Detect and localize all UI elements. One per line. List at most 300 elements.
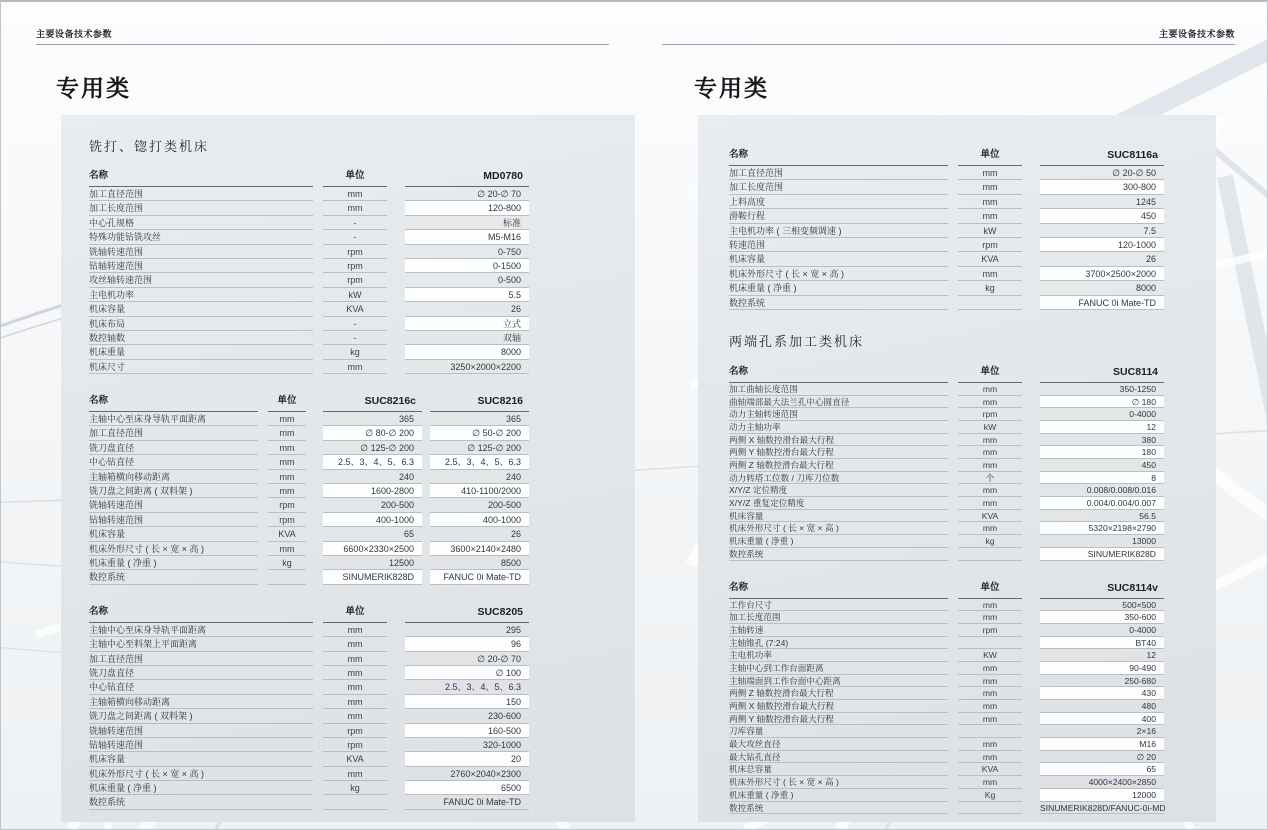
row-label: 加工曲轴长度范围 <box>729 383 948 396</box>
row-value: 3600×2140×2480 <box>430 542 529 556</box>
row-unit: KVA <box>268 527 306 541</box>
spec-table <box>729 145 1164 310</box>
spec-table <box>89 391 529 585</box>
table-row <box>89 216 529 230</box>
section-heading: 铣打、锪打类机床 <box>89 139 210 154</box>
row-label: 机床容量 <box>89 527 258 541</box>
row-label: 钻轴转速范围 <box>89 259 313 273</box>
row-label: 主轴中心至床身导轨平面距离 <box>89 623 313 637</box>
row-value: 8000 <box>405 345 529 359</box>
row-label: 机床容量 <box>729 252 948 266</box>
row-value: 400-1000 <box>430 513 529 527</box>
table-row <box>729 446 1164 459</box>
table-row <box>729 238 1164 252</box>
row-unit: mm <box>268 441 306 455</box>
column-header-unit: 单位 <box>323 602 387 623</box>
row-label: 主电机功率 ( 三相变频调速 ) <box>729 224 948 238</box>
row-value: 380 <box>1040 434 1164 447</box>
table-row <box>729 611 1164 624</box>
row-value: ∅ 125-∅ 200 <box>430 441 529 455</box>
row-label: 机床外形尺寸 ( 长 × 宽 × 高 ) <box>89 767 313 781</box>
column-header-name: 名称 <box>89 166 313 187</box>
row-unit: mm <box>958 776 1022 789</box>
model-name: SUC8116a <box>1040 145 1164 166</box>
row-value: ∅ 20-∅ 70 <box>405 652 529 666</box>
model-name: SUC8216 <box>430 391 529 412</box>
table-row <box>89 513 529 527</box>
row-value: 5320×2198×2790 <box>1040 522 1164 535</box>
row-label: X/Y/Z 定位精度 <box>729 484 948 497</box>
row-value: M5-M16 <box>405 230 529 244</box>
table-row <box>89 570 529 584</box>
row-label: 机床外形尺寸 ( 长 × 宽 × 高 ) <box>89 542 258 556</box>
column-header-unit: 单位 <box>323 166 387 187</box>
row-label: 机床外形尺寸 ( 长 × 宽 × 高 ) <box>729 522 948 535</box>
row-value: 320-1000 <box>405 738 529 752</box>
row-value: FANUC 0i Mate-TD <box>1040 296 1164 310</box>
row-label: 最大钻孔直径 <box>729 751 948 764</box>
row-label: 机床总容量 <box>729 763 948 776</box>
section-heading: 两端孔系加工类机床 <box>729 333 865 349</box>
page-header: 主要设备技术参数 <box>1158 29 1235 39</box>
row-label: 特殊功能钻铣攻丝 <box>89 230 313 244</box>
row-unit: rpm <box>268 498 306 512</box>
row-value: 0-4000 <box>1040 624 1164 637</box>
row-unit <box>958 296 1022 310</box>
row-label: 数控系统 <box>89 795 313 809</box>
model-name: SUC8205 <box>405 602 529 623</box>
row-label: 加工长度范围 <box>729 611 948 624</box>
row-value: 200-500 <box>430 498 529 512</box>
table-row <box>729 802 1164 815</box>
row-label: 铣轴转速范围 <box>89 245 313 259</box>
row-unit: mm <box>268 426 306 440</box>
row-unit: KVA <box>958 252 1022 266</box>
table-row <box>729 725 1164 738</box>
row-unit <box>958 548 1022 561</box>
row-label: 机床重量 ( 净重 ) <box>89 556 258 570</box>
row-value: FANUC 0i Mate-TD <box>405 795 529 809</box>
table-row <box>89 288 529 302</box>
table-row <box>89 795 529 809</box>
table-row <box>89 752 529 766</box>
table-row <box>729 763 1164 776</box>
table-row <box>89 470 529 484</box>
table-row <box>89 767 529 781</box>
row-value: ∅ 100 <box>405 666 529 680</box>
header-rule <box>36 44 609 45</box>
row-unit: rpm <box>268 513 306 527</box>
table-row <box>89 652 529 666</box>
page-right <box>635 2 1268 829</box>
row-unit: - <box>323 216 387 230</box>
table-row <box>89 273 529 287</box>
row-unit: mm <box>958 209 1022 223</box>
row-unit: mm <box>323 187 387 201</box>
row-unit: mm <box>268 484 306 498</box>
row-label: 上料高度 <box>729 195 948 209</box>
row-unit: kg <box>958 281 1022 295</box>
page-left <box>1 2 635 829</box>
row-value: 0.004/0.004/0.007 <box>1040 497 1164 510</box>
table-row <box>729 421 1164 434</box>
row-unit: 个 <box>958 472 1022 485</box>
table-row <box>729 209 1164 223</box>
table-row <box>89 441 529 455</box>
row-label: 最大攻丝直径 <box>729 738 948 751</box>
row-unit <box>958 725 1022 738</box>
table-row <box>729 675 1164 688</box>
row-label: 机床重量 ( 净重 ) <box>729 789 948 802</box>
row-label: 加工直径范围 <box>89 426 258 440</box>
table-row <box>729 281 1164 295</box>
row-value: 12000 <box>1040 789 1164 802</box>
row-value: 8000 <box>1040 281 1164 295</box>
table-row <box>89 245 529 259</box>
table-row <box>89 412 529 426</box>
table-row <box>89 709 529 723</box>
row-unit <box>268 570 306 584</box>
model-name: SUC8114 <box>1040 362 1164 383</box>
row-value: 26 <box>405 302 529 316</box>
row-label: 主轴转速 <box>729 624 948 637</box>
column-header-unit: 单位 <box>958 145 1022 166</box>
row-label: 机床容量 <box>89 302 313 316</box>
table-row <box>89 680 529 694</box>
spec-table <box>89 166 529 374</box>
row-label: 机床容量 <box>729 510 948 523</box>
row-value: 240 <box>323 470 422 484</box>
table-row <box>89 542 529 556</box>
table-header-row <box>729 578 1164 599</box>
header-rule <box>662 44 1235 45</box>
row-unit: mm <box>268 455 306 469</box>
row-value: 12 <box>1040 649 1164 662</box>
table-row <box>729 267 1164 281</box>
row-label: 数控系统 <box>729 802 948 815</box>
row-value: 150 <box>405 695 529 709</box>
row-label: 主轴锥孔 (7:24) <box>729 637 948 650</box>
row-unit: kW <box>958 421 1022 434</box>
page-content-right <box>729 115 1164 829</box>
row-value: ∅ 125-∅ 200 <box>323 441 422 455</box>
table-row <box>729 408 1164 421</box>
row-label: 铣刀盘直径 <box>89 666 313 680</box>
column-header-name: 名称 <box>729 362 948 383</box>
table-row <box>729 522 1164 535</box>
table-header-row <box>89 391 529 412</box>
row-value: 365 <box>430 412 529 426</box>
row-unit: KVA <box>323 302 387 316</box>
row-value: 350-1250 <box>1040 383 1164 396</box>
table-row <box>89 426 529 440</box>
row-label: 动力转塔工位数 / 刀库刀位数 <box>729 472 948 485</box>
page-title: 专用类 <box>694 75 769 101</box>
row-unit: mm <box>268 542 306 556</box>
row-value: 0-1500 <box>405 259 529 273</box>
table-row <box>729 738 1164 751</box>
row-label: 转速范围 <box>729 238 948 252</box>
row-unit: mm <box>323 201 387 215</box>
row-label: 主轴箱横向移动距离 <box>89 695 313 709</box>
row-value: 295 <box>405 623 529 637</box>
row-unit: rpm <box>958 624 1022 637</box>
row-value: BT40 <box>1040 637 1164 650</box>
row-unit: mm <box>958 166 1022 180</box>
model-name: MD0780 <box>405 166 529 187</box>
row-value: 12500 <box>323 556 422 570</box>
row-value: 1245 <box>1040 195 1164 209</box>
row-unit: Kg <box>958 789 1022 802</box>
table-row <box>729 434 1164 447</box>
table-row <box>89 187 529 201</box>
table-row <box>729 548 1164 561</box>
row-value: 200-500 <box>323 498 422 512</box>
row-value: 2760×2040×2300 <box>405 767 529 781</box>
page-title: 专用类 <box>56 75 131 101</box>
row-label: 加工直径范围 <box>729 166 948 180</box>
table-row <box>89 637 529 651</box>
row-label: 机床重量 <box>89 345 313 359</box>
row-value: 0-500 <box>405 273 529 287</box>
table-row <box>89 556 529 570</box>
table-row <box>729 789 1164 802</box>
row-value: ∅ 180 <box>1040 396 1164 409</box>
row-unit: mm <box>268 412 306 426</box>
row-unit: mm <box>323 767 387 781</box>
row-value: 20 <box>405 752 529 766</box>
table-row <box>89 498 529 512</box>
row-value: 2.5、3、4、5、6.3 <box>323 455 422 469</box>
row-value: 400 <box>1040 713 1164 726</box>
row-value: 300-800 <box>1040 180 1164 194</box>
row-value: 2.5、3、4、5、6.3 <box>430 455 529 469</box>
row-label: 加工长度范围 <box>89 201 313 215</box>
row-unit: kW <box>323 288 387 302</box>
table-row <box>89 331 529 345</box>
row-unit: kW <box>958 224 1022 238</box>
row-value: SINUMERIK828D <box>323 570 422 584</box>
row-unit: mm <box>958 396 1022 409</box>
row-unit: KVA <box>958 510 1022 523</box>
table-row <box>729 195 1164 209</box>
row-label: 铣刀盘直径 <box>89 441 258 455</box>
row-value: 350-600 <box>1040 611 1164 624</box>
table-row <box>729 599 1164 612</box>
row-label: X/Y/Z 重复定位精度 <box>729 497 948 510</box>
row-value: ∅ 80-∅ 200 <box>323 426 422 440</box>
row-unit: rpm <box>323 245 387 259</box>
row-value: M16 <box>1040 738 1164 751</box>
table-row <box>729 637 1164 650</box>
page-content-left <box>89 115 529 827</box>
row-value: 0.008/0.008/0.016 <box>1040 484 1164 497</box>
column-header-name: 名称 <box>729 578 948 599</box>
table-row <box>89 724 529 738</box>
row-unit: mm <box>958 446 1022 459</box>
row-label: 中心钻直径 <box>89 455 258 469</box>
row-label: 两侧 Y 轴数控滑台最大行程 <box>729 446 948 459</box>
row-value: 250-680 <box>1040 675 1164 688</box>
row-value: 6500 <box>405 781 529 795</box>
row-value: 180 <box>1040 446 1164 459</box>
row-value: 400-1000 <box>323 513 422 527</box>
table-row <box>729 624 1164 637</box>
row-value: 160-500 <box>405 724 529 738</box>
table-row <box>89 738 529 752</box>
row-label: 刀库容量 <box>729 725 948 738</box>
row-unit: KW <box>958 649 1022 662</box>
table-row <box>729 252 1164 266</box>
row-label: 数控轴数 <box>89 331 313 345</box>
row-unit: rpm <box>958 408 1022 421</box>
table-row <box>729 535 1164 548</box>
table-row <box>729 166 1164 180</box>
row-value: 90-490 <box>1040 662 1164 675</box>
model-name: SUC8216c <box>323 391 422 412</box>
row-unit: mm <box>958 675 1022 688</box>
row-label: 机床重量 ( 净重 ) <box>729 535 948 548</box>
row-label: 曲轴端部最大法兰孔中心圆直径 <box>729 396 948 409</box>
row-label: 铣刀盘之间距离 ( 双料架 ) <box>89 709 313 723</box>
row-unit: mm <box>958 751 1022 764</box>
row-value: ∅ 20-∅ 70 <box>405 187 529 201</box>
row-value: 365 <box>323 412 422 426</box>
row-unit: KVA <box>323 752 387 766</box>
row-unit: mm <box>958 713 1022 726</box>
table-row <box>89 230 529 244</box>
row-unit: mm <box>958 662 1022 675</box>
column-header-unit: 单位 <box>958 578 1022 599</box>
table-row <box>89 781 529 795</box>
model-name: SUC8114v <box>1040 578 1164 599</box>
row-label: 铣轴转速范围 <box>89 724 313 738</box>
row-unit: rpm <box>323 259 387 273</box>
row-unit: - <box>323 331 387 345</box>
row-unit: kg <box>958 535 1022 548</box>
table-header-row <box>89 166 529 187</box>
table-row <box>89 484 529 498</box>
row-value: FANUC 0i Mate-TD <box>430 570 529 584</box>
table-row <box>729 510 1164 523</box>
column-header-unit: 单位 <box>268 391 306 412</box>
row-unit: KVA <box>958 763 1022 776</box>
row-label: 加工直径范围 <box>89 652 313 666</box>
row-label: 攻丝轴转速范围 <box>89 273 313 287</box>
row-unit: mm <box>958 522 1022 535</box>
row-label: 数控系统 <box>89 570 258 584</box>
row-unit: - <box>323 317 387 331</box>
row-value: 120-1000 <box>1040 238 1164 252</box>
row-value: 56.5 <box>1040 510 1164 523</box>
row-value: 240 <box>430 470 529 484</box>
row-unit: mm <box>323 709 387 723</box>
table-row <box>89 623 529 637</box>
table-row <box>89 259 529 273</box>
row-value: 13000 <box>1040 535 1164 548</box>
row-unit: mm <box>958 599 1022 612</box>
row-unit: mm <box>958 267 1022 281</box>
row-label: 两侧 Z 轴数控滑台最大行程 <box>729 687 948 700</box>
row-unit: mm <box>323 666 387 680</box>
table-row <box>89 455 529 469</box>
table-row <box>729 649 1164 662</box>
spec-table <box>729 578 1164 815</box>
row-unit: mm <box>958 700 1022 713</box>
row-value: 65 <box>1040 763 1164 776</box>
row-label: 工作台尺寸 <box>729 599 948 612</box>
row-label: 中心钻直径 <box>89 680 313 694</box>
table-row <box>729 497 1164 510</box>
table-row <box>89 527 529 541</box>
row-label: 铣刀盘之间距离 ( 双料架 ) <box>89 484 258 498</box>
row-unit: mm <box>268 470 306 484</box>
table-row <box>89 360 529 374</box>
row-value: 1600-2800 <box>323 484 422 498</box>
row-unit: rpm <box>958 238 1022 252</box>
row-value: 立式 <box>405 317 529 331</box>
row-unit: mm <box>323 680 387 694</box>
row-label: 动力主轴功率 <box>729 421 948 434</box>
table-header-row <box>729 362 1164 383</box>
row-value: 6600×2330×2500 <box>323 542 422 556</box>
column-header-name: 名称 <box>89 602 313 623</box>
row-unit: - <box>323 230 387 244</box>
row-value: 3700×2500×2000 <box>1040 267 1164 281</box>
row-unit: mm <box>958 383 1022 396</box>
row-label: 主轴箱横向移动距离 <box>89 470 258 484</box>
row-label: 主轴中心到工作台面距离 <box>729 662 948 675</box>
row-label: 数控系统 <box>729 296 948 310</box>
table-row <box>729 484 1164 497</box>
page-header: 主要设备技术参数 <box>36 29 113 39</box>
table-header-row <box>89 602 529 623</box>
row-unit: rpm <box>323 738 387 752</box>
row-unit: mm <box>958 611 1022 624</box>
row-value: 500×500 <box>1040 599 1164 612</box>
row-label: 机床尺寸 <box>89 360 313 374</box>
row-label: 钻轴转速范围 <box>89 738 313 752</box>
table-row <box>729 383 1164 396</box>
row-label: 数控系统 <box>729 548 948 561</box>
row-value: 120-800 <box>405 201 529 215</box>
row-label: 主电机功率 <box>89 288 313 302</box>
table-row <box>89 666 529 680</box>
table-row <box>729 224 1164 238</box>
row-label: 两侧 X 轴数控滑台最大行程 <box>729 700 948 713</box>
row-value: 7.5 <box>1040 224 1164 238</box>
row-value: 26 <box>1040 252 1164 266</box>
table-row <box>729 713 1164 726</box>
table-row <box>729 396 1164 409</box>
column-header-name: 名称 <box>729 145 948 166</box>
table-row <box>729 296 1164 310</box>
column-header-unit: 单位 <box>958 362 1022 383</box>
row-unit <box>958 802 1022 815</box>
row-value: 12 <box>1040 421 1164 434</box>
row-value: SINUMERIK828D/FANUC-0i-MD <box>1040 802 1166 813</box>
row-value: 65 <box>323 527 422 541</box>
column-header-name: 名称 <box>89 391 258 412</box>
row-value: ∅ 20 <box>1040 751 1164 764</box>
row-value: ∅ 20-∅ 50 <box>1040 166 1164 180</box>
row-value: 410-1100/2000 <box>430 484 529 498</box>
row-value: SINUMERIK828D <box>1040 548 1164 561</box>
row-value: 2×16 <box>1040 725 1164 738</box>
row-value: 0-4000 <box>1040 408 1164 421</box>
row-label: 钻轴转速范围 <box>89 513 258 527</box>
row-unit: mm <box>323 637 387 651</box>
